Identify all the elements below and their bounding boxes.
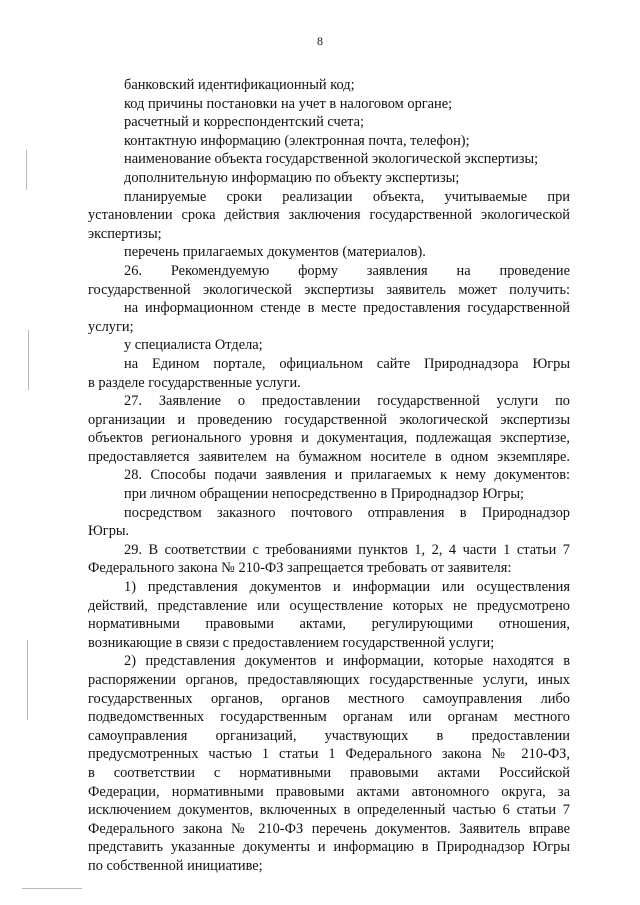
text-line: исключением документов, включенных в определенный частью 6 статьи 7: [88, 802, 570, 819]
text-line: распоряжении органов, предоставляющих государственные услуги, иных: [88, 672, 570, 688]
text-line: контактную информацию (электронная почта, телефон);: [124, 132, 470, 149]
scan-artifact-left-2: [28, 330, 29, 390]
text-line: возникающие в связи с предоставлением государственной услуги;: [88, 634, 495, 651]
scan-artifact-bottom: [22, 888, 82, 889]
text-line: Федерального закона № 210-ФЗ перечень документов. Заявитель вправе: [88, 820, 570, 837]
text-line: предоставляется заявителем на бумажном носителе в одном экземпляре.: [88, 448, 570, 465]
text-line: 28. Способы подачи заявления и прилагаемых к нему документов:: [124, 467, 570, 484]
text-line: расчетный и корреспондентский счета;: [124, 114, 364, 131]
text-line: экспертизы;: [88, 225, 162, 242]
text-line: нормативными правовыми актами, регулирующими отношения,: [88, 616, 570, 633]
text-line: самоуправления организаций, участвующих в предоставлении: [88, 727, 570, 744]
text-line: посредством заказного почтового отправления в Природнадзор: [124, 504, 570, 521]
text-line: дополнительную информацию по объекту экспертизы;: [124, 169, 460, 186]
text-line: представить указанные документы и информацию в Природнадзор Югры: [88, 839, 570, 856]
document-body: [88, 76, 570, 876]
text-line: планируемые сроки реализации объекта, учитываемые при: [124, 188, 570, 205]
text-line: Федерального закона № 210-ФЗ запрещается требовать от заявителя:: [88, 560, 512, 577]
text-line: услуги;: [88, 318, 134, 335]
text-line: на Едином портале, официальном сайте Природнадзора Югры: [124, 355, 570, 372]
text-line: 1) представления документов и информации или осуществления: [124, 579, 570, 596]
text-line: по собственной инициативе;: [88, 857, 263, 874]
text-line: 2) представления документов и информации, которые находятся в: [124, 653, 570, 670]
text-line: на информационном стенде в месте предоставления государственной: [124, 300, 570, 317]
text-line: государственной экологической экспертизы заявитель может получить:: [88, 281, 570, 298]
text-line: подведомственных государственным органам или органам местного: [88, 709, 570, 726]
text-line: код причины постановки на учет в налоговом органе;: [124, 95, 453, 112]
text-line: действий, представление или осуществление которых не предусмотрено: [88, 597, 570, 614]
text-line: 27. Заявление о предоставлении государственной услуги по: [124, 393, 570, 410]
scan-artifact-left: [26, 150, 27, 190]
text-line: перечень прилагаемых документов (материалов).: [124, 244, 426, 261]
text-line: в разделе государственные услуги.: [88, 374, 301, 391]
text-line: 26. Рекомендуемую форму заявления на проведение: [124, 262, 570, 279]
text-line: 29. В соответствии с требованиями пунктов 1, 2, 4 части 1 статьи 7: [124, 541, 570, 558]
text-line: Югры.: [88, 523, 130, 540]
text-line: в соответствии с нормативными правовыми актами Российской: [88, 764, 570, 781]
text-line: предусмотренных частью 1 статьи 1 Федерального закона № 210-ФЗ,: [88, 746, 570, 763]
text-line: наименование объекта государственной экологической экспертизы;: [124, 151, 539, 168]
text-line: у специалиста Отдела;: [124, 337, 263, 354]
text-line: государственных органов, органов местного самоуправления либо: [88, 690, 570, 707]
text-line: объектов регионального уровня и документация, подлежащая экспертизе,: [88, 430, 570, 447]
text-line: Федерации, нормативными правовыми актами автономного округа, за: [88, 783, 570, 800]
text-line: банковский идентификационный код;: [124, 77, 355, 93]
text-line: установлении срока действия заключения государственной экологической: [88, 207, 570, 224]
page-number: 8: [317, 34, 323, 48]
text-line: организации и проведению государственной экологической экспертизы: [88, 411, 570, 428]
scan-artifact-left-3: [27, 640, 28, 720]
text-line: при личном обращении непосредственно в Природнадзор Югры;: [124, 486, 525, 503]
